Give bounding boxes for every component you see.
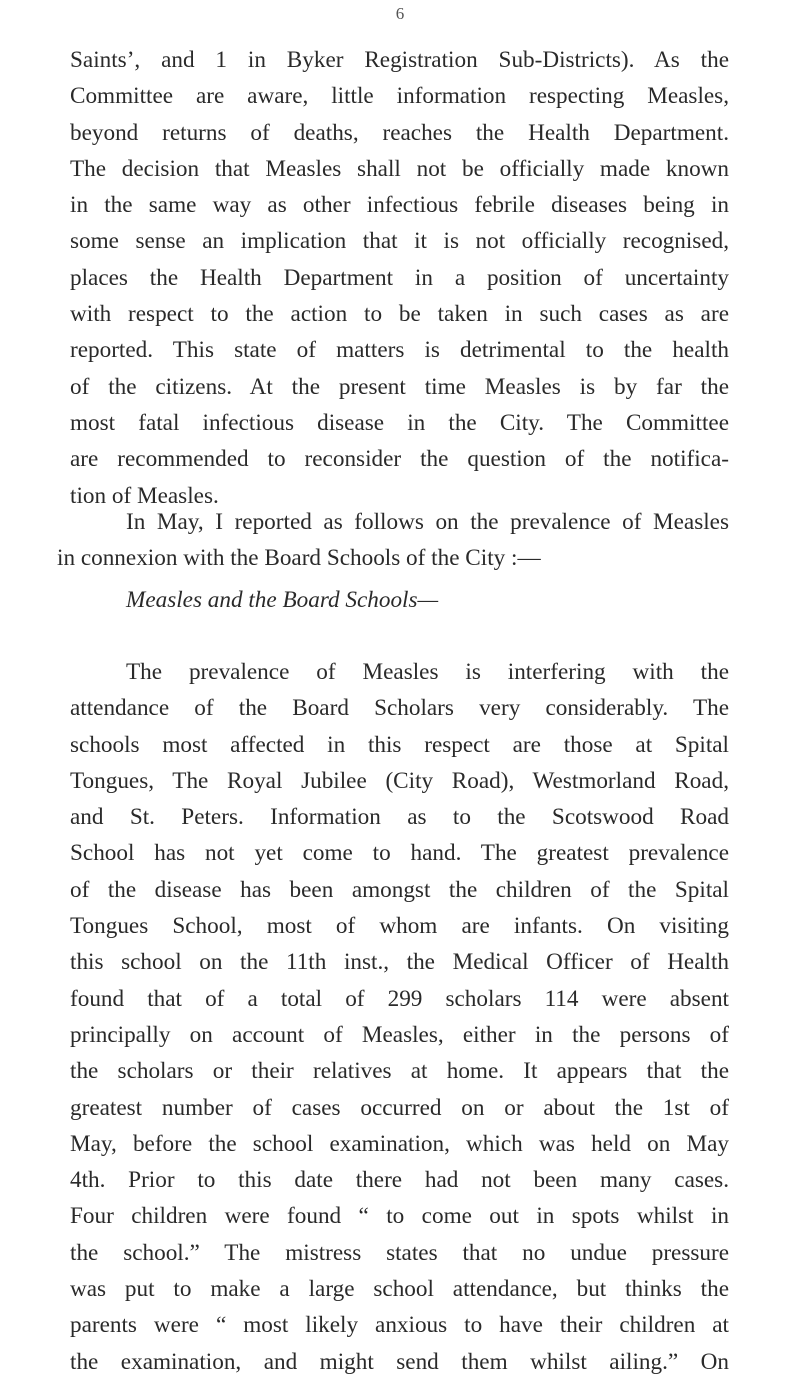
text-line: Tongues School, most of whom are infants. On visiting [70,913,729,940]
text-line: School has not yet come to hand. The greatest prevalence [70,840,729,867]
text-line: greatest number of cases occurred on or about the 1st of [70,1094,729,1121]
text-line: are recommended to reconsider the question of the notifica- [70,446,729,473]
text-line: 4th. Prior to this date there had not been many cases. [70,1167,729,1194]
text-line: The decision that Measles shall not be officially made known [70,155,729,182]
paragraph-may-report-intro [57,504,729,577]
text-line: in the same way as other infectious febrile diseases being in [70,192,729,219]
text-line: and St. Peters. Information as to the Scotswood Road [70,804,729,831]
text-line: the scholars or their relatives at home. It appears that the [70,1058,729,1085]
text-line: tion of Measles. [70,482,219,509]
text-line: most fatal infectious disease in the City. The Committee [70,409,729,436]
text-line: principally on account of Measles, either in the persons of [70,1021,729,1048]
text-line: the school.” The mistress states that no undue pressure [70,1239,729,1266]
text-line: of the citizens. At the present time Measles is by far the [70,373,729,400]
text-line: in connexion with the Board Schools of the City :— [57,545,541,572]
paragraph-board-schools-report [70,654,729,1380]
text-line: this school on the 11th inst., the Medical Officer of Health [70,949,729,976]
text-line: with respect to the action to be taken in such cases as are [70,301,729,328]
text-line: parents were “ most likely anxious to have their children at [70,1312,729,1339]
text-line: Four children were found “ to come out in spots whilst in [70,1203,729,1230]
text-line: places the Health Department in a position of uncertainty [70,264,729,291]
text-line: Committee are aware, little information respecting Measles, [70,83,729,110]
section-heading: Measles and the Board Schools— [126,587,439,613]
paragraph-notification-of-measles [70,42,729,514]
text-line: Saints’, and 1 in Byker Registration Sub-Districts). As the [70,47,729,73]
text-line: attendance of the Board Scholars very considerably. The [70,695,729,722]
text-line: schools most affected in this respect are those at Spital [70,731,729,758]
text-line: was put to make a large school attendance, but thinks the [70,1276,729,1303]
text-line: the examination, and might send them whilst ailing.” On [70,1348,729,1375]
text-line: some sense an implication that it is not officially recognised, [70,228,729,255]
text-line: May, before the school examination, which was held on May [70,1130,729,1157]
text-line: of the disease has been amongst the children of the Spital [70,876,729,903]
text-line: The prevalence of Measles is interfering with the [126,659,729,685]
text-line: Tongues, The Royal Jubilee (City Road), Westmorland Road, [70,767,729,794]
page-number: 6 [395,4,405,23]
text-line: reported. This state of matters is detrimental to the health [70,337,729,364]
text-line: In May, I reported as follows on the prevalence of Measles [126,509,729,535]
text-line: beyond returns of deaths, reaches the Health Department. [70,119,729,146]
text-line: found that of a total of 299 scholars 114 were absent [70,985,729,1012]
